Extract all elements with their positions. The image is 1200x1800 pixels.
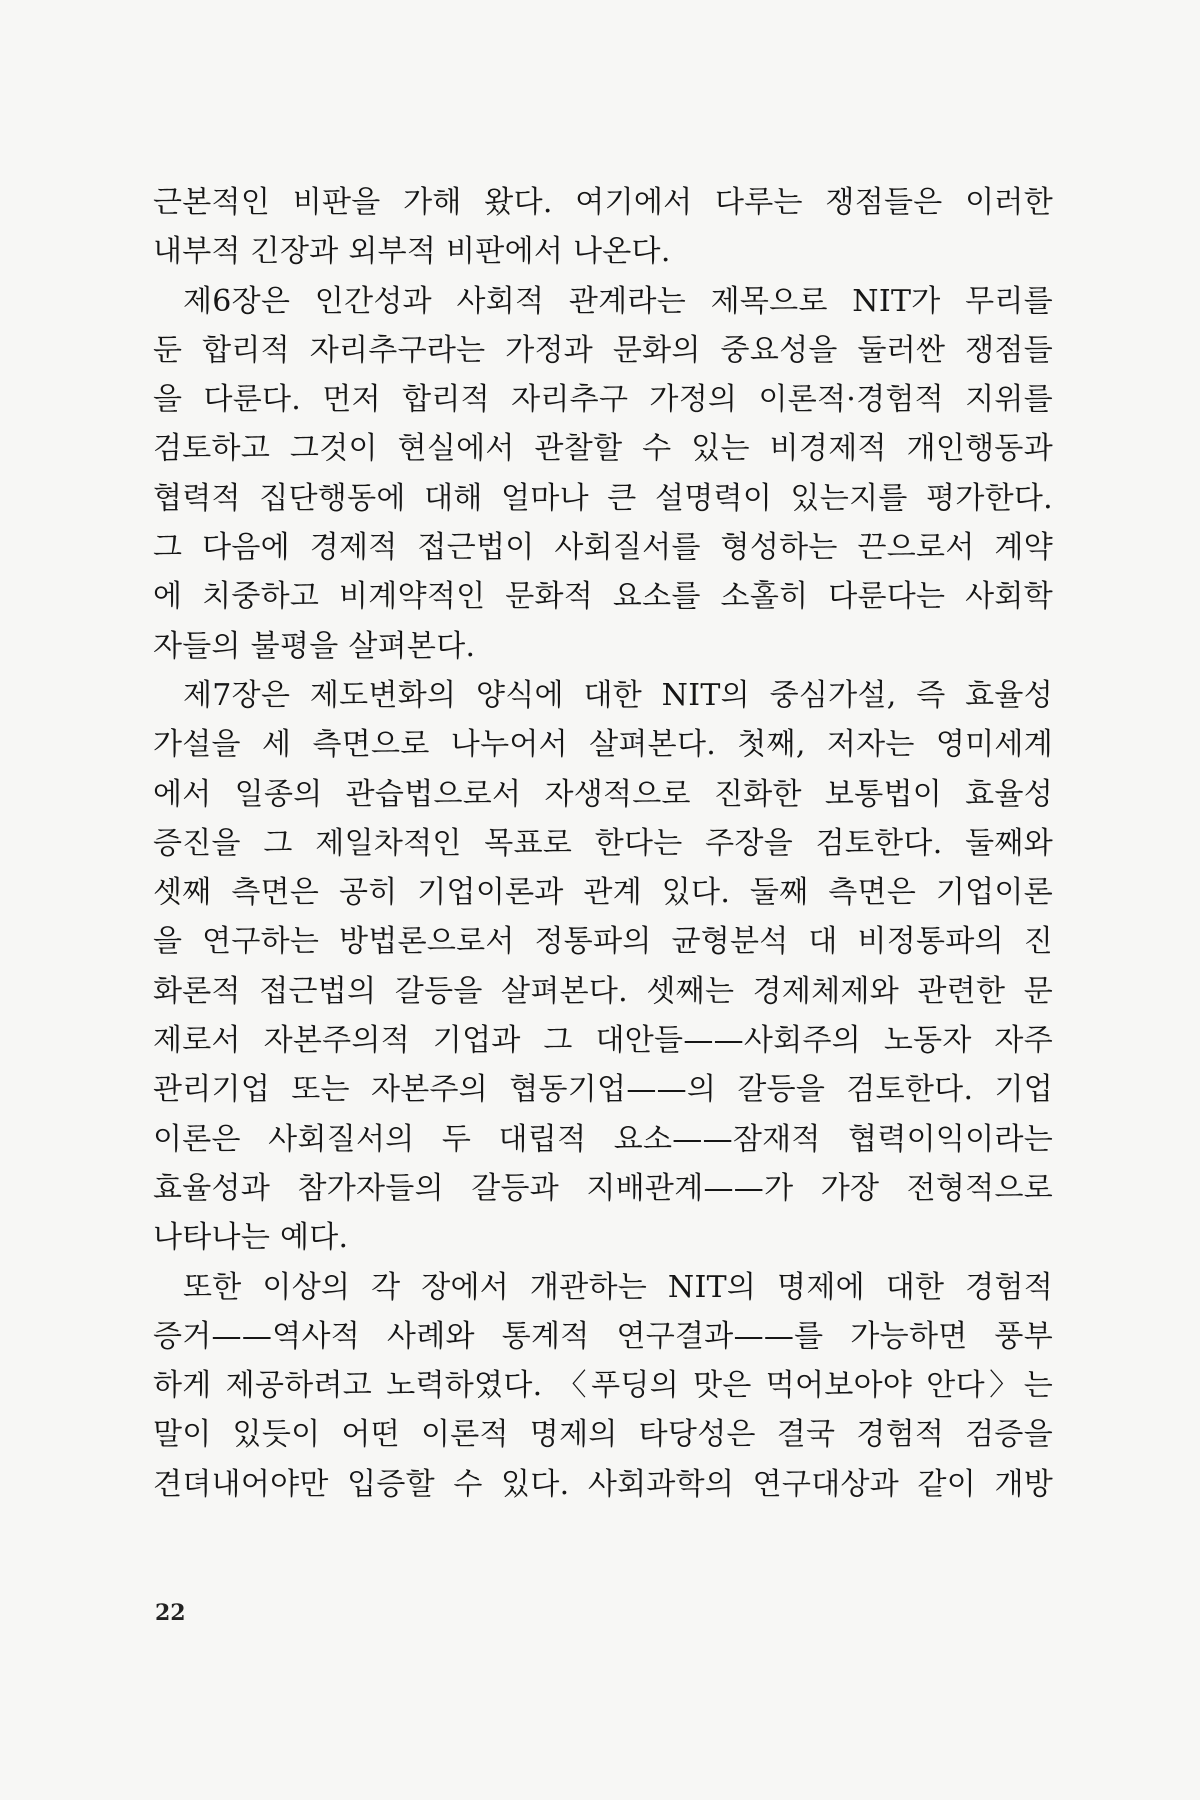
text-line: 이론은 사회질서의 두 대립적 요소——잠재적 협력이익이라는 (153, 1121, 1053, 1157)
page-number: 22 (155, 1600, 186, 1626)
text-line: 가설을 세 측면으로 나누어서 살펴본다. 첫째, 저자는 영미세계 (153, 727, 1053, 763)
text-line: 또한 이상의 각 장에서 개관하는 NIT의 명제에 대한 경험적 (183, 1269, 1053, 1305)
text-line: 협력적 집단행동에 대해 얼마나 큰 설명력이 있는지를 평가한다. (153, 480, 1053, 516)
text-line: 내부적 긴장과 외부적 비판에서 나온다. (153, 234, 671, 270)
text-line: 제로서 자본주의적 기업과 그 대안들——사회주의 노동자 자주 (153, 1023, 1053, 1059)
text-line: 화론적 접근법의 갈등을 살펴본다. 셋째는 경제체제와 관련한 문 (153, 973, 1053, 1009)
text-line: 근본적인 비판을 가해 왔다. 여기에서 다루는 쟁점들은 이러한 (153, 185, 1053, 220)
text-line: 제6장은 인간성과 사회적 관계라는 제목으로 NIT가 무리를 (183, 283, 1053, 319)
text-line: 하게 제공하려고 노력하였다. 〈푸딩의 맛은 먹어보아야 안다〉는 (153, 1368, 1053, 1404)
text-line: 둔 합리적 자리추구라는 가정과 문화의 중요성을 둘러싼 쟁점들 (153, 332, 1053, 368)
text-line: 증진을 그 제일차적인 목표로 한다는 주장을 검토한다. 둘째와 (153, 825, 1053, 861)
text-line: 나타나는 예다. (153, 1220, 349, 1256)
text-line: 관리기업 또는 자본주의 협동기업——의 갈등을 검토한다. 기업 (153, 1072, 1053, 1108)
text-line: 검토하고 그것이 현실에서 관찰할 수 있는 비경제적 개인행동과 (153, 431, 1053, 467)
text-line: 에 치중하고 비계약적인 문화적 요소를 소홀히 다룬다는 사회학 (153, 579, 1053, 615)
text-line: 견뎌내어야만 입증할 수 있다. 사회과학의 연구대상과 같이 개방 (153, 1466, 1053, 1502)
text-line: 자들의 불평을 살펴본다. (153, 628, 476, 664)
body-text (153, 178, 1053, 1509)
text-line: 효율성과 참가자들의 갈등과 지배관계——가 가장 전형적으로 (153, 1170, 1053, 1206)
text-line: 증거——역사적 사례와 통계적 연구결과——를 가능하면 풍부 (153, 1318, 1053, 1354)
text-line: 셋째 측면은 공히 기업이론과 관계 있다. 둘째 측면은 기업이론 (153, 875, 1053, 911)
text-line: 을 연구하는 방법론으로서 정통파의 균형분석 대 비정통파의 진 (153, 924, 1053, 960)
text-line: 제7장은 제도변화의 양식에 대한 NIT의 중심가설, 즉 효율성 (183, 677, 1053, 713)
text-line: 말이 있듯이 어떤 이론적 명제의 타당성은 결국 경험적 검증을 (153, 1417, 1053, 1453)
text-line: 에서 일종의 관습법으로서 자생적으로 진화한 보통법이 효율성 (153, 776, 1053, 812)
text-line: 그 다음에 경제적 접근법이 사회질서를 형성하는 끈으로서 계약 (153, 530, 1053, 566)
text-line: 을 다룬다. 먼저 합리적 자리추구 가정의 이론적·경험적 지위를 (153, 382, 1053, 418)
